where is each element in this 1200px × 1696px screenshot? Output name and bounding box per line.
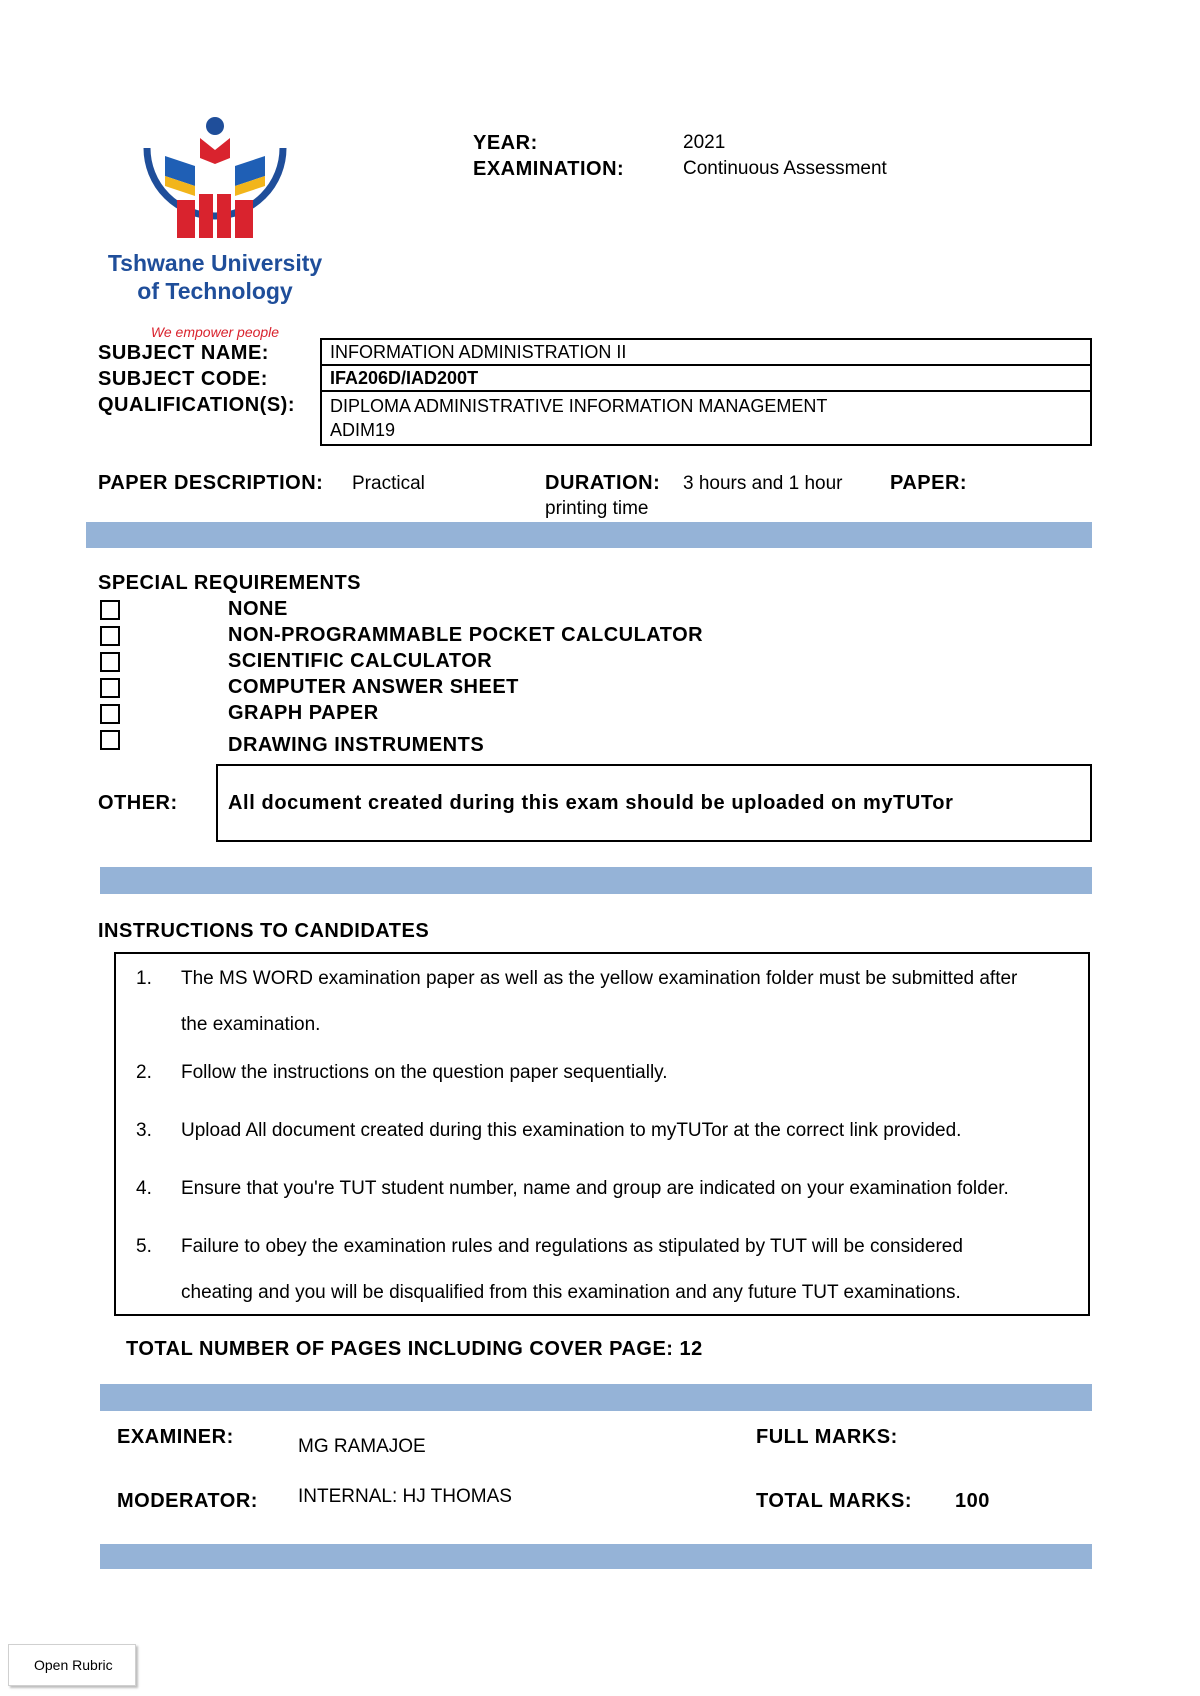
paper-description-value: Practical (352, 473, 425, 494)
university-logo (95, 110, 335, 340)
subject-box (320, 338, 1092, 446)
qualification-value-line2: ADIM19 (330, 420, 396, 440)
instruction-line: The MS WORD examination paper as well as the yellow examination folder must be submitted after (181, 968, 1018, 989)
requirement-graph-paper: GRAPH PAPER (228, 702, 379, 724)
special-requirements-title: SPECIAL REQUIREMENTS (98, 572, 361, 594)
year-value: 2021 (683, 132, 726, 153)
qualification-value-line1: DIPLOMA ADMINISTRATIVE INFORMATION MANAGEMENT (330, 396, 828, 416)
paper-description-label: PAPER DESCRIPTION: (98, 472, 324, 494)
subject-name-label: SUBJECT NAME: (98, 342, 269, 364)
moderator-value: INTERNAL: HJ THOMAS (298, 1486, 512, 1507)
requirement-none: NONE (228, 598, 288, 620)
instructions-title: INSTRUCTIONS TO CANDIDATES (98, 920, 430, 942)
instructions-box (114, 952, 1090, 1316)
checkbox-computer-answer-sheet[interactable] (100, 678, 120, 698)
divider-bar (100, 1544, 1092, 1569)
instruction-item: Upload All document created during this examination to myTUTor at the correct link provided. (181, 1120, 962, 1141)
duration-value-line2: printing time (545, 498, 649, 519)
open-rubric-label: Open Rubric (34, 1657, 113, 1673)
full-marks-label: FULL MARKS: (756, 1426, 898, 1448)
instruction-number: 2. (136, 1062, 152, 1083)
instruction-item: Follow the instructions on the question paper sequentially. (181, 1062, 668, 1083)
paper-label: PAPER: (890, 472, 968, 494)
subject-name-value: INFORMATION ADMINISTRATION II (322, 340, 1090, 366)
checkbox-pocket-calculator[interactable] (100, 626, 120, 646)
instruction-number: 3. (136, 1120, 152, 1141)
other-value: All document created during this exam should be uploaded on myTUTor (228, 792, 954, 814)
requirement-scientific-calculator: SCIENTIFIC CALCULATOR (228, 650, 493, 672)
examination-label: EXAMINATION: (473, 158, 625, 180)
open-rubric-button[interactable] (8, 1644, 136, 1686)
checkbox-none[interactable] (100, 600, 120, 620)
year-label: YEAR: (473, 132, 538, 154)
instruction-line: Failure to obey the examination rules and regulations as stipulated by TUT will be considered (181, 1236, 963, 1257)
university-emblem-icon (95, 110, 335, 260)
divider-bar (100, 867, 1092, 894)
qualification-label: QUALIFICATION(S): (98, 394, 295, 416)
subject-code-value: IFA206D/IAD200T (322, 366, 1090, 392)
checkbox-drawing-instruments[interactable] (100, 730, 120, 750)
total-marks-label: TOTAL MARKS: (756, 1490, 912, 1512)
total-pages: TOTAL NUMBER OF PAGES INCLUDING COVER PAGE: 12 (126, 1338, 703, 1360)
instruction-item (181, 956, 1041, 1048)
checkbox-graph-paper[interactable] (100, 704, 120, 724)
subject-code-label: SUBJECT CODE: (98, 368, 268, 390)
duration-label: DURATION: (545, 472, 661, 494)
instruction-item: Ensure that you're TUT student number, name and group are indicated on your examination folder. (181, 1178, 1009, 1199)
examiner-value: MG RAMAJOE (298, 1436, 426, 1457)
instruction-line: the examination. (181, 1014, 321, 1035)
other-box (216, 764, 1092, 842)
instruction-item (181, 1224, 1041, 1316)
instruction-line: cheating and you will be disqualified from this examination and any future TUT examinations. (181, 1282, 961, 1303)
examiner-label: EXAMINER: (117, 1426, 234, 1448)
divider-bar (100, 1384, 1092, 1411)
duration-value-line1: 3 hours and 1 hour (683, 473, 843, 494)
instruction-number: 4. (136, 1178, 152, 1199)
instruction-number: 5. (136, 1236, 152, 1257)
moderator-label: MODERATOR: (117, 1490, 258, 1512)
total-marks-value: 100 (955, 1490, 990, 1512)
other-label: OTHER: (98, 792, 178, 814)
instruction-number: 1. (136, 968, 152, 989)
qualification-value (322, 392, 1090, 446)
checkbox-scientific-calculator[interactable] (100, 652, 120, 672)
requirement-drawing-instruments: DRAWING INSTRUMENTS (228, 734, 485, 756)
divider-bar (86, 522, 1092, 548)
requirement-pocket-calculator: NON-PROGRAMMABLE POCKET CALCULATOR (228, 624, 704, 646)
examination-value: Continuous Assessment (683, 158, 887, 179)
logo-name-line1: Tshwane University (107, 250, 323, 276)
logo-tagline: We empower people (150, 324, 280, 340)
logo-name-line2: of Technology (137, 278, 293, 304)
requirement-computer-answer-sheet: COMPUTER ANSWER SHEET (228, 676, 519, 698)
